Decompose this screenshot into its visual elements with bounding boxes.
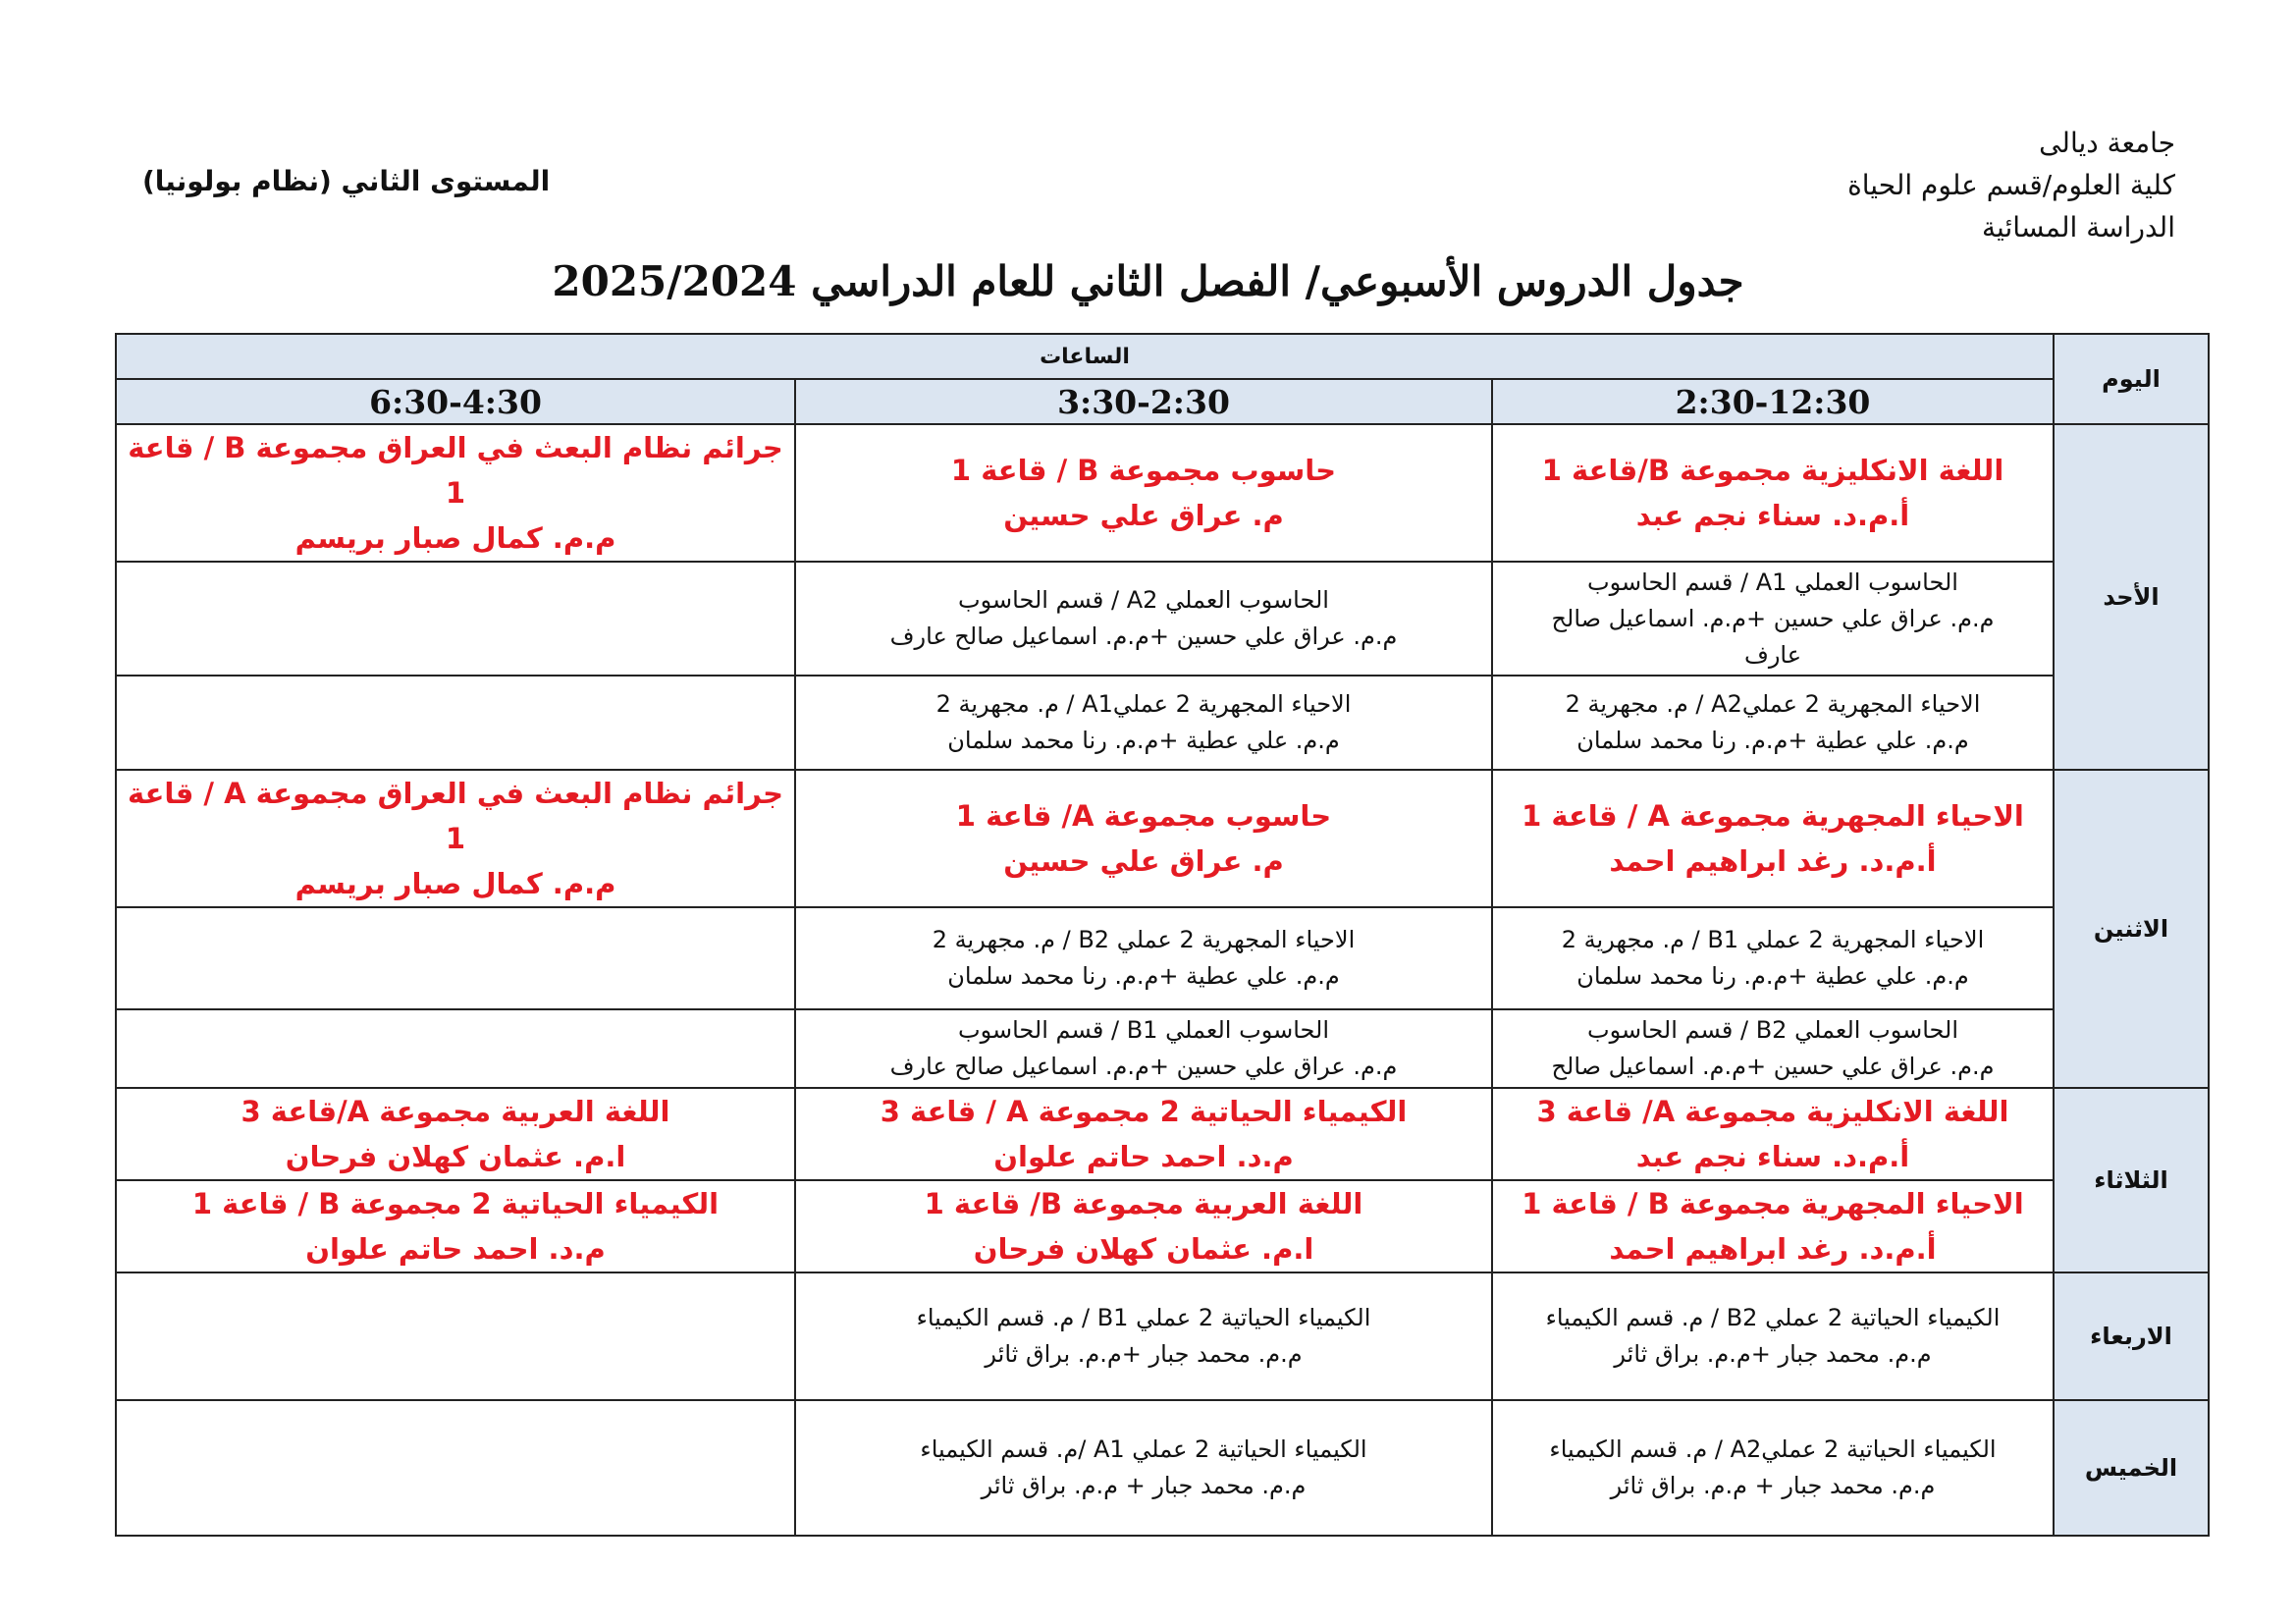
schedule-cell xyxy=(116,907,795,1009)
hours-header: الساعات xyxy=(116,334,2054,379)
day-wednesday: الاربعاء xyxy=(2054,1272,2209,1400)
time-slot-3: 6:30-4:30 xyxy=(116,379,795,424)
schedule-cell: الحاسوب العملي A2 / قسم الحاسوب م.م. عراق علي حسين +م.م. اسماعيل صالح عارف xyxy=(795,562,1492,676)
schedule-cell: اللغة العربية مجموعة B/ قاعة 1 ا.م. عثمان كهلان فرحان xyxy=(795,1180,1492,1272)
schedule-cell xyxy=(116,562,795,676)
day-tuesday: الثلاثاء xyxy=(2054,1088,2209,1272)
schedule-cell: الاحياء المجهرية 2 عمليA1 / م. مجهرية 2 م.م. علي عطية +م.م. رنا محمد سلمان xyxy=(795,676,1492,770)
day-sunday: الأحد xyxy=(2054,424,2209,770)
table-row xyxy=(116,907,2209,1009)
schedule-cell xyxy=(116,1272,795,1400)
schedule-cell: الحاسوب العملي B1 / قسم الحاسوب م.م. عراق علي حسين +م.م. اسماعيل صالح عارف xyxy=(795,1009,1492,1088)
schedule-cell: حاسوب مجموعة B / قاعة 1 م. عراق علي حسين xyxy=(795,424,1492,562)
schedule-cell: الحاسوب العملي A1 / قسم الحاسوب م.م. عراق علي حسين +م.م. اسماعيل صالح عارف xyxy=(1492,562,2054,676)
day-monday: الاثنين xyxy=(2054,770,2209,1088)
schedule-cell xyxy=(116,1400,795,1536)
schedule-cell: اللغة الانكليزية مجموعة A/ قاعة 3 أ.م.د. سناء نجم عبد xyxy=(1492,1088,2054,1180)
schedule-cell: الاحياء المجهرية 2 عملي B2 / م. مجهرية 2 م.م. علي عطية +م.م. رنا محمد سلمان xyxy=(795,907,1492,1009)
table-row xyxy=(116,1272,2209,1400)
table-row xyxy=(116,424,2209,562)
schedule-cell: جرائم نظام البعث في العراق مجموعة B / قاعة 1 م.م. كمال صبار بريسم xyxy=(116,424,795,562)
table-row xyxy=(116,676,2209,770)
table-row xyxy=(116,1400,2209,1536)
schedule-cell: الكيمياء الحياتية 2 عملي B1 / م. قسم الكيمياء م.م. محمد جبار +م.م. براق ثائر xyxy=(795,1272,1492,1400)
schedule-cell xyxy=(116,676,795,770)
page-title: جدول الدروس الأسبوعي/ الفصل الثاني للعام الدراسي 2025/2024 xyxy=(552,257,1744,305)
day-thursday: الخميس xyxy=(2054,1400,2209,1536)
schedule-cell: الحاسوب العملي B2 / قسم الحاسوب م.م. عراق علي حسين +م.م. اسماعيل صالح xyxy=(1492,1009,2054,1088)
schedule-cell xyxy=(116,1009,795,1088)
schedule-cell: الاحياء المجهرية مجموعة A / قاعة 1 أ.م.د. رغد ابراهيم احمد xyxy=(1492,770,2054,907)
schedule-cell: الكيمياء الحياتية 2 عمليA2 / م. قسم الكيمياء م.م. محمد جبار + م.م. براق ثائر xyxy=(1492,1400,2054,1536)
schedule-cell: الكيمياء الحياتية 2 مجموعة B / قاعة 1 م.د. احمد حاتم علوان xyxy=(116,1180,795,1272)
schedule-cell: حاسوب مجموعة A/ قاعة 1 م. عراق علي حسين xyxy=(795,770,1492,907)
table-row xyxy=(116,1180,2209,1272)
schedule-cell: الكيمياء الحياتية 2 عملي A1 /م. قسم الكيمياء م.م. محمد جبار + م.م. براق ثائر xyxy=(795,1400,1492,1536)
schedule-cell: الاحياء المجهرية 2 عمليA2 / م. مجهرية 2 م.م. علي عطية +م.م. رنا محمد سلمان xyxy=(1492,676,2054,770)
study-type: الدراسة المسائية xyxy=(1982,211,2175,244)
college-name: كلية العلوم/قسم علوم الحياة xyxy=(1847,169,2175,201)
schedule-cell: الاحياء المجهرية 2 عملي B1 / م. مجهرية 2 م.م. علي عطية +م.م. رنا محمد سلمان xyxy=(1492,907,2054,1009)
table-row xyxy=(116,1088,2209,1180)
institution-block xyxy=(1586,122,2175,248)
schedule-cell: اللغة الانكليزية مجموعة B/قاعة 1 أ.م.د. سناء نجم عبد xyxy=(1492,424,2054,562)
schedule-table xyxy=(115,333,2210,1537)
schedule-cell: جرائم نظام البعث في العراق مجموعة A / قاعة 1 م.م. كمال صبار بريسم xyxy=(116,770,795,907)
schedule-cell: الكيمياء الحياتية 2 مجموعة A / قاعة 3 م.د. احمد حاتم علوان xyxy=(795,1088,1492,1180)
university-name: جامعة ديالى xyxy=(2039,127,2175,159)
table-row xyxy=(116,770,2209,907)
day-header: اليوم xyxy=(2054,334,2209,424)
schedule-cell: اللغة العربية مجموعة A/قاعة 3 ا.م. عثمان كهلان فرحان xyxy=(116,1088,795,1180)
table-row xyxy=(116,1009,2209,1088)
level-label: المستوى الثاني (نظام بولونيا) xyxy=(142,165,551,197)
schedule-cell: الاحياء المجهرية مجموعة B / قاعة 1 أ.م.د. رغد ابراهيم احمد xyxy=(1492,1180,2054,1272)
time-slot-2: 3:30-2:30 xyxy=(795,379,1492,424)
time-slot-1: 2:30-12:30 xyxy=(1492,379,2054,424)
table-row xyxy=(116,562,2209,676)
schedule-cell: الكيمياء الحياتية 2 عملي B2 / م. قسم الكيمياء م.م. محمد جبار +م.م. براق ثائر xyxy=(1492,1272,2054,1400)
